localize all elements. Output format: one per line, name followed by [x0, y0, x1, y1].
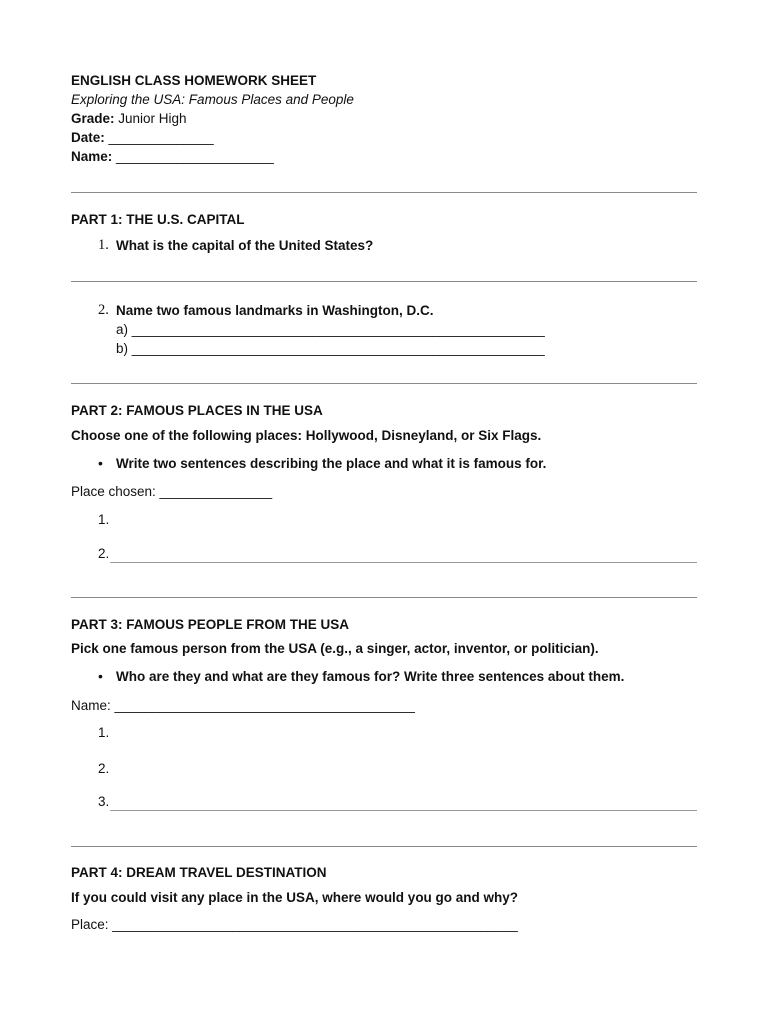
part4-question: If you could visit any place in the USA, where would you go and why?	[71, 890, 519, 905]
grade-value: Junior High	[118, 111, 187, 126]
grade-line	[71, 111, 187, 126]
name-label: Name:	[71, 149, 113, 164]
part1-q2-number: 2.	[98, 302, 109, 318]
question-divider	[71, 281, 697, 282]
part3-name: Name: ________________________________________	[71, 698, 415, 713]
part2-task: Write two sentences describing the place and what it is famous for.	[116, 456, 547, 471]
part1-q2-text: Name two famous landmarks in Washington, D.C.	[116, 303, 434, 318]
section-divider	[71, 192, 697, 193]
part1-answer-a: a) _______________________________________________________	[116, 322, 545, 337]
part1-title: PART 1: THE U.S. CAPITAL	[71, 212, 245, 227]
date-blank: ______________	[108, 130, 214, 145]
part1-answer-b: b) _______________________________________________________	[116, 341, 545, 356]
worksheet-subtitle: Exploring the USA: Famous Places and People	[71, 92, 354, 107]
part4-place: Place: ______________________________________________________	[71, 917, 518, 932]
name-blank: _____________________	[116, 149, 274, 164]
answer-line	[110, 562, 697, 563]
section-divider	[71, 383, 697, 384]
part3-title: PART 3: FAMOUS PEOPLE FROM THE USA	[71, 617, 350, 632]
part2-line-2-number: 2.	[98, 546, 110, 561]
date-line	[71, 130, 214, 145]
part3-line-3-number: 3.	[98, 794, 110, 809]
part3-task: Who are they and what are they famous for? Write three sentences about them.	[116, 669, 625, 684]
part1-q1-number: 1.	[98, 237, 109, 253]
bullet-icon: •	[98, 668, 103, 684]
part2-place-chosen: Place chosen: _______________	[71, 484, 273, 499]
part3-instruction: Pick one famous person from the USA (e.g., a singer, actor, inventor, or politician).	[71, 641, 599, 656]
section-divider	[71, 597, 697, 598]
part4-title: PART 4: DREAM TRAVEL DESTINATION	[71, 865, 327, 880]
part2-instruction: Choose one of the following places: Hollywood, Disneyland, or Six Flags.	[71, 428, 542, 443]
part2-line-1-number: 1.	[98, 512, 110, 527]
section-divider	[71, 846, 697, 847]
part1-q1-text: What is the capital of the United States?	[116, 238, 374, 253]
answer-line	[110, 810, 697, 811]
part3-line-1-number: 1.	[98, 725, 110, 740]
part2-title: PART 2: FAMOUS PLACES IN THE USA	[71, 403, 323, 418]
date-label: Date:	[71, 130, 105, 145]
part3-line-2-number: 2.	[98, 761, 110, 776]
worksheet-title: ENGLISH CLASS HOMEWORK SHEET	[71, 73, 317, 88]
name-line	[71, 149, 274, 164]
bullet-icon: •	[98, 455, 103, 471]
grade-label: Grade:	[71, 111, 115, 126]
